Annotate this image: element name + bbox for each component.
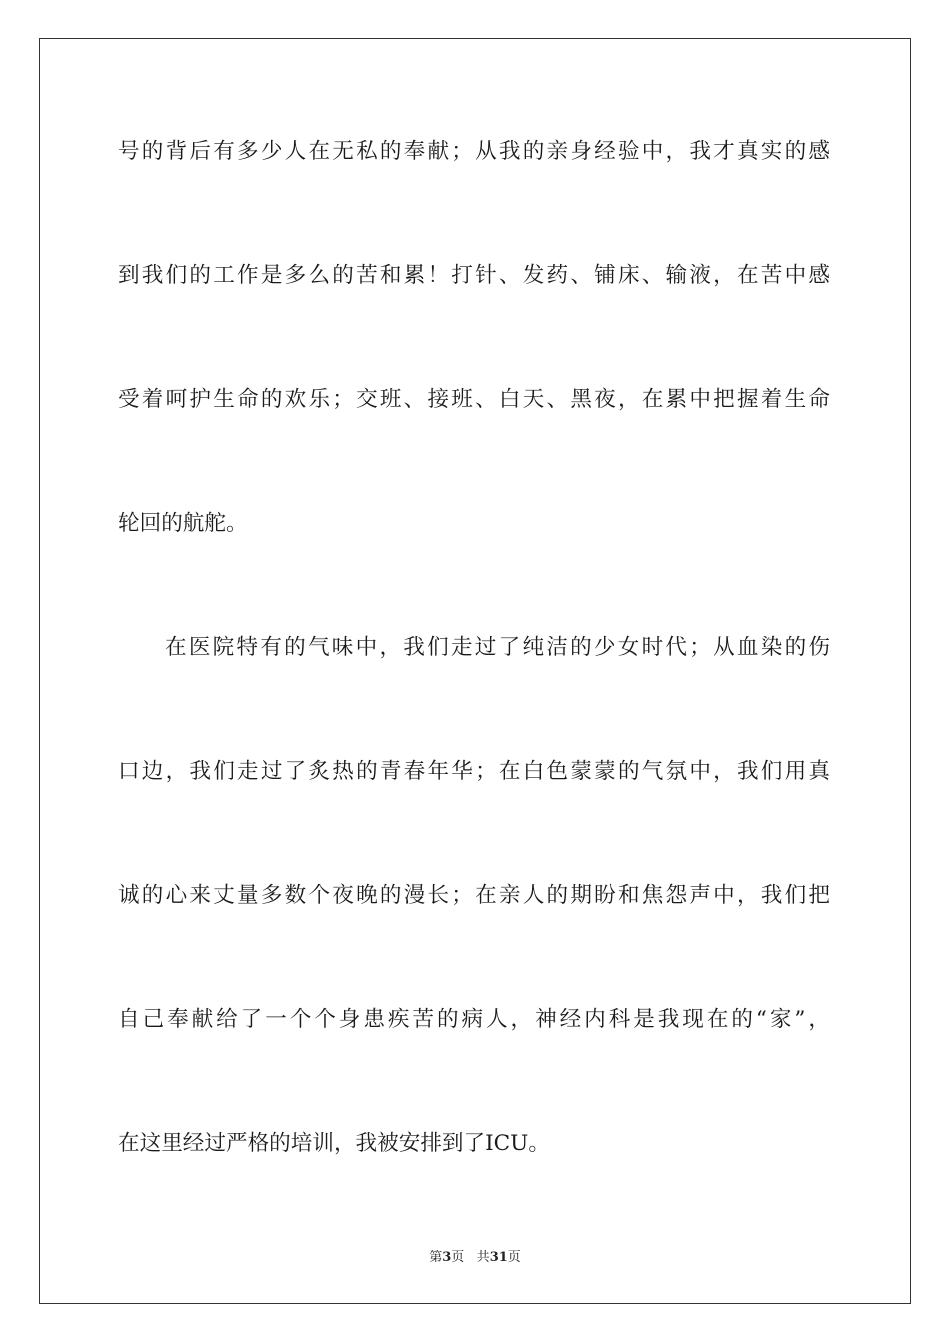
footer-page-suffix: 页 xyxy=(451,1250,465,1265)
text-line: 诚的心来丈量多数个夜晚的漫长；在亲人的期盼和焦怨声中，我们把 xyxy=(118,883,830,908)
text-line: 到我们的工作是多么的苦和累！打针、发药、铺床、输液，在苦中感 xyxy=(118,263,830,288)
text-line: 在这里经过严格的培训，我被安排到了ICU。 xyxy=(118,1131,550,1156)
footer-total-suffix: 页 xyxy=(507,1250,521,1265)
page-footer xyxy=(0,1246,950,1265)
text-line-indented: 在医院特有的气味中，我们走过了纯洁的少女时代；从血染的伤 xyxy=(165,635,830,660)
text-line: 轮回的航舵。 xyxy=(118,511,248,536)
footer-page-prefix: 第 xyxy=(429,1250,443,1265)
footer-total-prefix: 共 xyxy=(476,1250,490,1265)
footer-page-number: 3 xyxy=(442,1250,452,1265)
text-line: 口边，我们走过了炙热的青春年华；在白色蒙蒙的气氛中，我们用真 xyxy=(118,759,830,784)
footer-total-pages: 31 xyxy=(489,1250,508,1265)
page-border xyxy=(39,38,911,1304)
text-line: 号的背后有多少人在无私的奉献；从我的亲身经验中，我才真实的感 xyxy=(118,139,830,164)
text-line: 受着呵护生命的欢乐；交班、接班、白天、黑夜，在累中把握着生命 xyxy=(118,387,830,412)
text-line: 自己奉献给了一个个身患疾苦的病人，神经内科是我现在的“家”， xyxy=(118,1007,830,1032)
